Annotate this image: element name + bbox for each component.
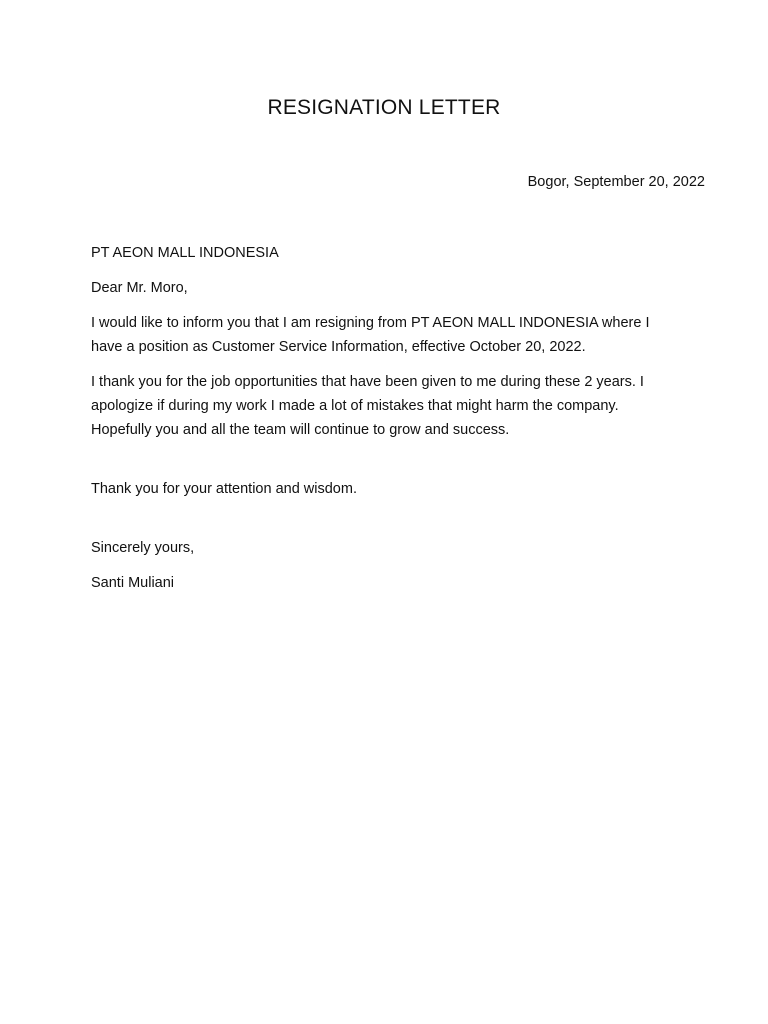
spacer (91, 453, 681, 477)
place-date: Bogor, September 20, 2022 (527, 174, 705, 190)
paragraph-thanks: I thank you for the job opportunities that have been given to me during these 2 years. I apologize if during my work I made a lot of mistakes that might harm the company. Hopefully you and all the team will continue to grow and success. (91, 374, 644, 438)
closing: Sincerely yours, (91, 540, 195, 556)
letter-title: RESIGNATION LETTER (267, 96, 501, 119)
letter-body (91, 241, 681, 606)
recipient: PT AEON MALL INDONESIA (91, 245, 279, 261)
spacer (91, 512, 681, 536)
salutation: Dear Mr. Moro, (91, 280, 188, 296)
thank-you-line: Thank you for your attention and wisdom. (91, 481, 357, 497)
paragraph-resignation: I would like to inform you that I am resigning from PT AEON MALL INDONESIA where I have a position as Customer Service Information, effective October 20, 2022. (91, 315, 650, 355)
signer-name: Santi Muliani (91, 575, 175, 591)
